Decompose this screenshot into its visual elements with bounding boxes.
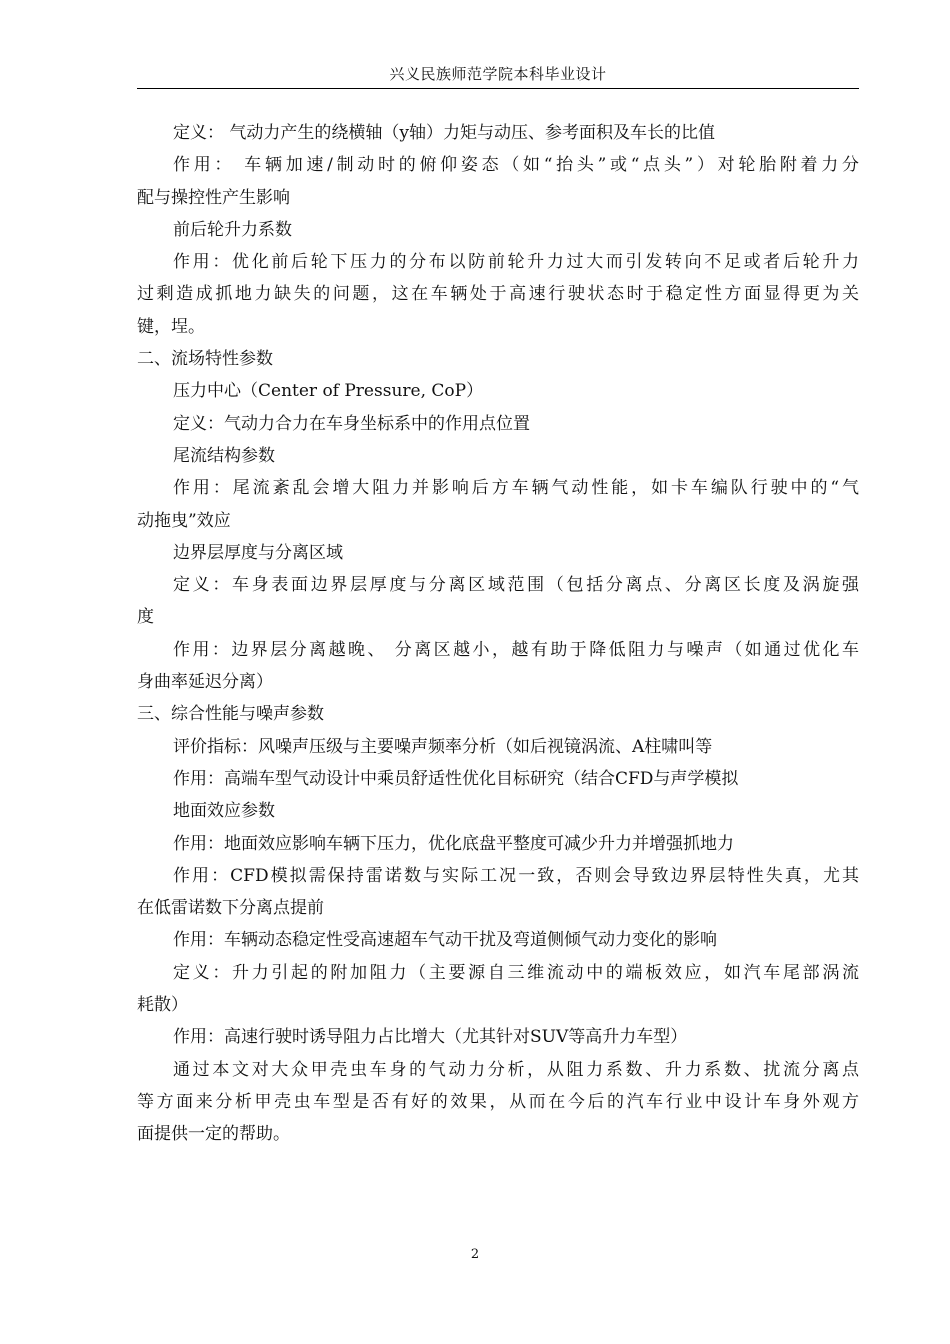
text-line: 作用：尾流紊乱会增大阻力并影响后方车辆气动性能，如卡车编队行驶中的“气 [173, 478, 859, 499]
text-line: 定义： 气动力产生的绕横轴（y轴）力矩与动压、参考面积及车长的比值 [173, 123, 716, 143]
text-line: 面提供一定的帮助。 [137, 1124, 290, 1145]
text-line: 等方面来分析甲壳虫车型是否有好的效果，从而在今后的汽车行业中设计车身外观方 [137, 1091, 859, 1112]
text-line: 二、流场特性参数 [137, 349, 273, 370]
text-line: 地面效应参数 [173, 801, 275, 822]
text-line: 作用：优化前后轮下压力的分布以防前轮升力过大而引发转向不足或者后轮升力 [173, 252, 859, 273]
text-line: 定义：气动力合力在车身坐标系中的作用点位置 [173, 413, 530, 434]
text-line: 在低雷诺数下分离点提前 [137, 898, 324, 919]
text-line: 尾流结构参数 [173, 445, 275, 466]
text-line: 作用：地面效应影响车辆下压力，优化底盘平整度可减少升力并增强抓地力 [173, 833, 734, 854]
text-line: 耗散） [137, 995, 188, 1016]
text-line: 压力中心（Center of Pressure, CoP） [173, 381, 484, 402]
text-line: 身曲率延迟分离） [137, 672, 273, 693]
text-line: 过剩造成抓地力缺失的问题，这在车辆处于高速行驶状态时于稳定性方面显得更为关 [137, 284, 859, 305]
text-line: 作用： 车辆加速/制动时的俯仰姿态（如“抬头”或“点头”）对轮胎附着力分 [173, 155, 859, 176]
header-title: 兴义民族师范学院本科毕业设计 [389, 65, 607, 83]
text-line: 通过本文对大众甲壳虫车身的气动力分析，从阻力系数、升力系数、扰流分离点 [173, 1059, 859, 1080]
text-line: 定义：车身表面边界层厚度与分离区域范围（包括分离点、分离区长度及涡旋强 [173, 575, 859, 596]
page-header [137, 64, 859, 89]
text-line: 作用：高端车型气动设计中乘员舒适性优化目标研究（结合CFD与声学模拟 [173, 768, 739, 789]
text-line: 评价指标：风噪声压级与主要噪声频率分析（如后视镜涡流、A柱啸叫等 [173, 736, 713, 757]
text-line: 作用：车辆动态稳定性受高速超车气动干扰及弯道侧倾气动力变化的影响 [173, 930, 717, 951]
text-line: 前后轮升力系数 [173, 219, 292, 240]
text-line: 键，埕。 [137, 316, 205, 337]
text-line: 定义：升力引起的附加阻力（主要源自三维流动中的端板效应，如汽车尾部涡流 [173, 962, 859, 983]
text-line: 配与操控性产生影响 [137, 187, 290, 208]
text-line: 作用：高速行驶时诱导阻力占比增大（尤其针对SUV等高升力车型） [173, 1027, 688, 1048]
text-line: 动拖曳”效应 [137, 510, 231, 531]
text-line: 度 [137, 607, 154, 628]
text-line: 作用：CFD模拟需保持雷诺数与实际工况一致，否则会导致边界层特性失真，尤其 [173, 865, 859, 886]
page-number: 2 [470, 1247, 480, 1262]
text-line: 边界层厚度与分离区域 [173, 542, 343, 563]
document-body [137, 117, 859, 1151]
text-line: 作用：边界层分离越晚、 分离区越小，越有助于降低阻力与噪声（如通过优化车 [173, 639, 859, 660]
text-line: 三、综合性能与噪声参数 [137, 704, 324, 725]
